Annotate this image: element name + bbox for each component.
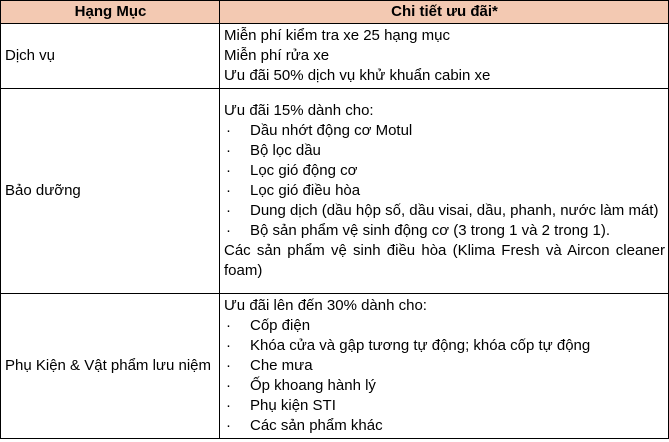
list-item: · Bộ sản phẩm vệ sinh động cơ (3 trong 1 và 2 trong 1). xyxy=(226,222,611,239)
detail-outro: Các sản phẩm vệ sinh điều hòa (Klima Fresh và Aircon cleaner foam) xyxy=(224,242,665,279)
bullet-icon: · xyxy=(226,222,231,239)
table-row-maintenance xyxy=(1,89,669,294)
bullet-icon: · xyxy=(226,202,231,219)
bullet-icon: · xyxy=(226,357,231,374)
list-item: · Khóa cửa và gập tương tự động; khóa cốp tự động xyxy=(226,337,591,354)
list-item: · Che mưa xyxy=(226,357,313,374)
bullet-icon: · xyxy=(226,122,231,139)
bullet-icon: · xyxy=(226,162,231,179)
list-item: · Lọc gió điều hòa xyxy=(226,182,361,199)
category-cell: Bảo dưỡng xyxy=(1,89,220,294)
detail-intro: Ưu đãi 15% dành cho: xyxy=(224,102,374,119)
detail-line: Ưu đãi 50% dịch vụ khử khuẩn cabin xe xyxy=(224,67,491,84)
bullet-icon: · xyxy=(226,377,231,394)
list-item: · Phụ kiện STI xyxy=(226,397,336,414)
header-category: Hạng Mục xyxy=(1,1,220,24)
bullet-icon: · xyxy=(226,417,231,434)
bullet-icon: · xyxy=(226,397,231,414)
table-row-accessories xyxy=(1,294,669,439)
list-item: · Ốp khoang hành lý xyxy=(226,377,376,394)
list-item: · Các sản phẩm khác xyxy=(226,417,383,434)
bullet-icon: · xyxy=(226,317,231,334)
list-item: · Lọc gió động cơ xyxy=(226,162,358,179)
details-cell xyxy=(220,24,669,89)
list-item: · Dung dịch (dầu hộp số, dầu visai, dầu, phanh, nước làm mát) xyxy=(226,202,659,219)
list-item: · Bộ lọc dầu xyxy=(226,142,321,159)
header-row xyxy=(1,1,669,24)
table-row-service xyxy=(1,24,669,89)
bullet-icon: · xyxy=(226,142,231,159)
detail-line: Miễn phí rửa xe xyxy=(224,47,330,64)
bullet-icon: · xyxy=(226,337,231,354)
bullet-icon: · xyxy=(226,182,231,199)
header-details: Chi tiết ưu đãi* xyxy=(220,1,669,24)
category-cell: Phụ Kiện & Vật phẩm lưu niệm xyxy=(1,294,220,439)
list-item: · Cốp điện xyxy=(226,317,311,334)
category-cell: Dịch vụ xyxy=(1,24,220,89)
detail-intro: Ưu đãi lên đến 30% dành cho: xyxy=(224,297,427,314)
detail-line: Miễn phí kiểm tra xe 25 hạng mục xyxy=(224,27,450,44)
list-item: · Dầu nhớt động cơ Motul xyxy=(226,122,413,139)
details-cell xyxy=(220,294,669,439)
details-cell xyxy=(220,89,669,294)
